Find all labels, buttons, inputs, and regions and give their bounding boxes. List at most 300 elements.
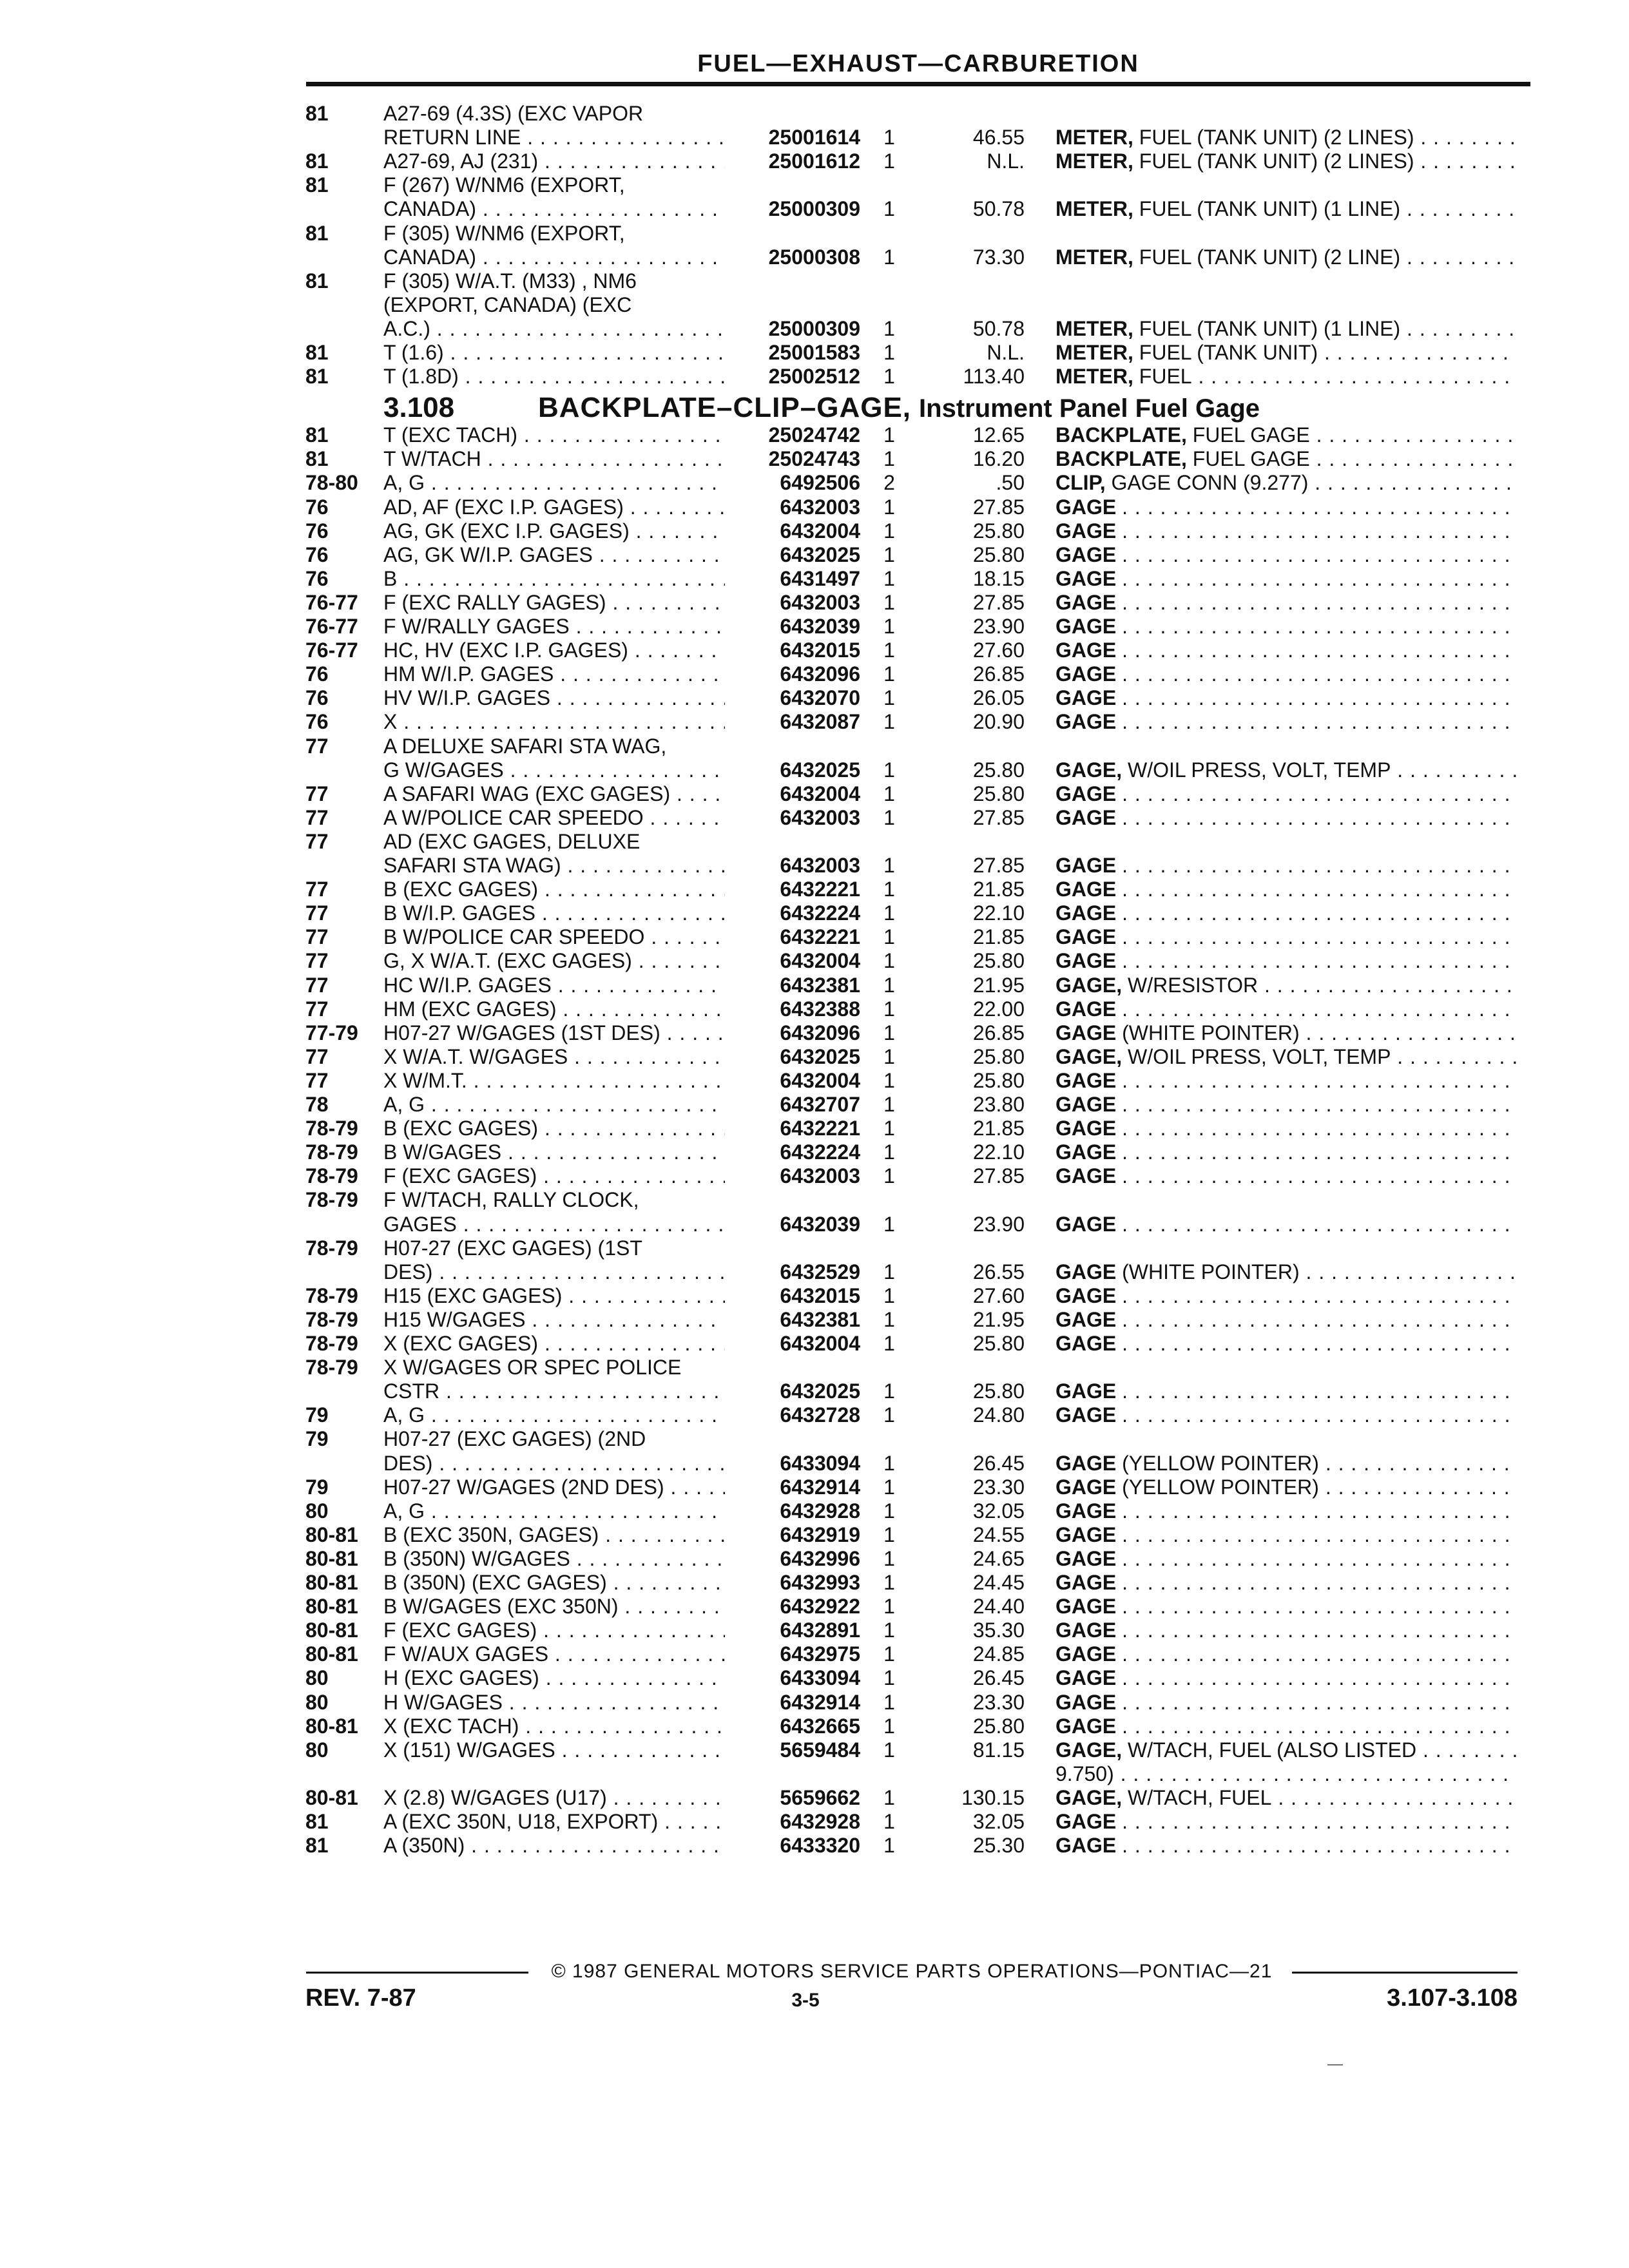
table-row xyxy=(0,1213,1629,1236)
part-name-keyword: GAGE xyxy=(1055,1283,1117,1307)
quantity: 1 xyxy=(883,710,895,734)
part-number: 6432087 xyxy=(780,710,860,734)
part-name xyxy=(1055,806,1517,830)
model-year: 77 xyxy=(305,734,329,758)
part-name xyxy=(1055,423,1517,447)
model-year: 76-77 xyxy=(305,590,358,614)
model-description: HC W/I.P. GAGES . . . xyxy=(383,974,725,997)
part-number: 6432025 xyxy=(780,1044,860,1068)
part-name-keyword: GAGE xyxy=(1055,1332,1117,1355)
table-row xyxy=(0,735,1629,758)
model-description: CSTR . . . xyxy=(383,1379,725,1403)
part-name xyxy=(1055,854,1517,878)
table-row xyxy=(0,197,1629,221)
model-description: T (EXC TACH) . . . xyxy=(383,423,725,447)
model-year: 76 xyxy=(305,662,329,686)
quantity: 1 xyxy=(883,423,895,447)
table-row xyxy=(0,925,1629,949)
table-row xyxy=(0,423,1629,447)
model-description: T (1.8D) . . . xyxy=(383,365,725,389)
part-name-detail: FUEL GAGE xyxy=(1192,447,1310,471)
model-year: 77 xyxy=(305,782,329,805)
quantity: 1 xyxy=(883,662,895,686)
model-description: A, G . . . xyxy=(383,471,725,495)
price: 25.80 xyxy=(972,543,1025,566)
part-number: 5659484 xyxy=(780,1738,860,1762)
footer-copyright-line xyxy=(306,1959,1518,1984)
model-description: B (EXC 350N, GAGES) . . . xyxy=(383,1523,725,1547)
model-year: 76 xyxy=(305,710,329,734)
model-description: B (EXC GAGES) . . . xyxy=(383,878,725,901)
quantity: 1 xyxy=(883,1164,895,1188)
part-name-keyword: GAGE xyxy=(1055,1260,1117,1283)
part-name-detail: W/TACH, FUEL (ALSO LISTED xyxy=(1128,1738,1417,1762)
model-year: 80-81 xyxy=(305,1546,358,1570)
model-description: A DELUXE SAFARI STA WAG, xyxy=(383,734,667,758)
price: 23.30 xyxy=(972,1475,1025,1499)
model-description: F (EXC GAGES) . . . xyxy=(383,1164,725,1188)
model-description: A W/POLICE CAR SPEEDO . . . xyxy=(383,806,725,830)
model-description: X W/GAGES OR SPEC POLICE xyxy=(383,1356,682,1379)
quantity: 1 xyxy=(883,1714,895,1738)
price: 46.55 xyxy=(972,126,1025,149)
section-number: 3.108 xyxy=(383,392,455,424)
model-description: X (151) W/GAGES . . . xyxy=(383,1738,725,1762)
part-number: 6432003 xyxy=(780,1164,860,1188)
quantity: 1 xyxy=(883,805,895,829)
price: 25.80 xyxy=(972,519,1025,543)
quantity: 1 xyxy=(883,495,895,519)
model-description: H15 W/GAGES . . . xyxy=(383,1308,725,1332)
part-name-keyword: GAGE xyxy=(1055,901,1117,925)
model-year: 77 xyxy=(305,949,329,973)
table-row xyxy=(0,365,1629,389)
part-name xyxy=(1055,1547,1517,1571)
table-row xyxy=(0,710,1629,734)
price: 26.45 xyxy=(972,1451,1025,1475)
model-description: HV W/I.P. GAGES . . . xyxy=(383,686,725,710)
quantity: 1 xyxy=(883,1690,895,1714)
page-title: FUEL—EXHAUST—CARBURETION xyxy=(697,50,1139,77)
part-name-keyword: GAGE xyxy=(1055,662,1117,686)
quantity: 1 xyxy=(883,997,895,1021)
page-header xyxy=(306,50,1530,86)
model-year: 80-81 xyxy=(305,1571,358,1594)
quantity: 1 xyxy=(883,1834,895,1858)
model-year: 76 xyxy=(305,495,329,519)
part-number: 6432993 xyxy=(780,1571,860,1594)
model-year: 80 xyxy=(305,1666,329,1690)
table-row xyxy=(0,126,1629,149)
quantity: 1 xyxy=(883,1523,895,1546)
part-number: 6432388 xyxy=(780,997,860,1021)
part-name-keyword: GAGE xyxy=(1055,543,1117,566)
table-row xyxy=(0,1356,1629,1379)
part-name-keyword: GAGE xyxy=(1055,1021,1117,1044)
part-number: 6431497 xyxy=(780,566,860,590)
part-number: 6432221 xyxy=(780,878,860,901)
model-year: 81 xyxy=(305,341,329,364)
model-description: AG, GK (EXC I.P. GAGES) . . . xyxy=(383,519,725,543)
model-description: X W/M.T. . . . xyxy=(383,1069,725,1093)
model-year: 81 xyxy=(305,102,329,125)
model-description: (EXPORT, CANADA) (EXC xyxy=(383,293,632,316)
part-number: 6432004 xyxy=(780,519,860,543)
revision-label: REV. 7-87 xyxy=(305,1984,416,2012)
part-name xyxy=(1055,341,1517,365)
part-name xyxy=(1055,197,1517,221)
price: 27.85 xyxy=(972,805,1025,829)
part-name-keyword: GAGE xyxy=(1055,1546,1117,1570)
price: N.L. xyxy=(987,341,1025,364)
section-range: 3.107-3.108 xyxy=(1387,1984,1518,2012)
part-number: 6432096 xyxy=(780,662,860,686)
model-year: 80 xyxy=(305,1690,329,1714)
table-row xyxy=(0,1260,1629,1284)
price: 24.40 xyxy=(972,1595,1025,1619)
part-name-keyword: GAGE xyxy=(1055,1714,1117,1738)
quantity: 1 xyxy=(883,1379,895,1403)
quantity: 1 xyxy=(883,1810,895,1833)
part-name-keyword: GAGE xyxy=(1055,1642,1117,1666)
part-name-detail: (YELLOW POINTER) xyxy=(1122,1475,1319,1499)
table-row xyxy=(0,471,1629,495)
part-name xyxy=(1055,1045,1517,1069)
section-heading xyxy=(383,392,1305,423)
model-description: F (EXC GAGES) . . . xyxy=(383,1619,725,1642)
part-name-detail: W/RESISTOR xyxy=(1128,973,1258,997)
part-number: 6433320 xyxy=(780,1834,860,1858)
table-row xyxy=(0,1834,1629,1858)
model-year: 77-79 xyxy=(305,1021,358,1044)
price: 21.85 xyxy=(972,1117,1025,1140)
part-name xyxy=(1055,1069,1517,1093)
model-description: F W/AUX GAGES . . . xyxy=(383,1642,725,1666)
model-year: 78-79 xyxy=(305,1283,358,1307)
quantity: 1 xyxy=(883,782,895,805)
table-row xyxy=(0,173,1629,197)
model-description: F (305) W/A.T. (M33) , NM6 xyxy=(383,269,637,293)
quantity: 1 xyxy=(883,341,895,364)
part-number: 25002512 xyxy=(768,365,860,389)
price: 25.80 xyxy=(972,782,1025,805)
table-row xyxy=(0,1475,1629,1499)
part-name xyxy=(1055,1475,1517,1499)
price: 26.85 xyxy=(972,1021,1025,1044)
model-year: 79 xyxy=(305,1403,329,1427)
part-name-detail: 9.750) xyxy=(1055,1762,1114,1785)
part-name xyxy=(1055,997,1517,1021)
table-row xyxy=(0,269,1629,293)
part-name-keyword: GAGE xyxy=(1055,1068,1117,1092)
table-row xyxy=(0,293,1629,317)
part-name-keyword: GAGE, xyxy=(1055,1044,1123,1068)
table-row xyxy=(0,1762,1629,1786)
model-description: X (EXC GAGES) . . . xyxy=(383,1332,725,1356)
model-description: F W/RALLY GAGES . . . xyxy=(383,615,725,639)
footer-copyright: © 1987 GENERAL MOTORS SERVICE PARTS OPERATIONS—PONTIAC—21 xyxy=(551,1961,1273,1982)
quantity: 1 xyxy=(883,1307,895,1331)
part-number: 6432221 xyxy=(780,1117,860,1140)
part-number: 6432096 xyxy=(780,1021,860,1044)
part-name-keyword: GAGE xyxy=(1055,639,1117,662)
quantity: 1 xyxy=(883,1140,895,1164)
part-name-keyword: GAGE xyxy=(1055,854,1117,877)
price: 20.90 xyxy=(972,710,1025,734)
quantity: 1 xyxy=(883,854,895,877)
quantity: 2 xyxy=(883,471,895,495)
price: 24.65 xyxy=(972,1546,1025,1570)
model-year: 78-79 xyxy=(305,1117,358,1140)
table-row xyxy=(0,1523,1629,1547)
quantity: 1 xyxy=(883,543,895,566)
model-description: F (305) W/NM6 (EXPORT, xyxy=(383,221,625,245)
table-row xyxy=(0,639,1629,662)
part-name xyxy=(1055,1762,1517,1786)
part-name-keyword: GAGE xyxy=(1055,495,1117,519)
part-number: 6432381 xyxy=(780,973,860,997)
part-name-detail: FUEL GAGE xyxy=(1192,423,1310,447)
quantity: 1 xyxy=(883,1117,895,1140)
model-year: 81 xyxy=(305,423,329,447)
part-name xyxy=(1055,615,1517,639)
model-year: 80 xyxy=(305,1499,329,1523)
price: 23.90 xyxy=(972,615,1025,638)
quantity: 1 xyxy=(883,1619,895,1642)
part-name-detail: (YELLOW POINTER) xyxy=(1122,1451,1319,1475)
quantity: 1 xyxy=(883,901,895,925)
price: 32.05 xyxy=(972,1499,1025,1523)
part-number: 6432224 xyxy=(780,901,860,925)
price: 25.80 xyxy=(972,1332,1025,1355)
part-name xyxy=(1055,447,1517,471)
price: 18.15 xyxy=(972,566,1025,590)
part-name xyxy=(1055,1093,1517,1117)
table-row xyxy=(0,317,1629,341)
part-name xyxy=(1055,471,1517,495)
model-description: AD (EXC GAGES, DELUXE xyxy=(383,829,641,853)
part-name xyxy=(1055,543,1517,567)
model-year: 78-79 xyxy=(305,1356,358,1379)
table-row xyxy=(0,1786,1629,1810)
part-name-keyword: GAGE, xyxy=(1055,758,1123,782)
model-year: 79 xyxy=(305,1475,329,1499)
part-number: 25024742 xyxy=(768,423,860,447)
price: 24.45 xyxy=(972,1571,1025,1594)
quantity: 1 xyxy=(883,519,895,543)
footer-rule-right xyxy=(1292,1972,1518,1974)
part-name-detail: W/OIL PRESS, VOLT, TEMP xyxy=(1128,1044,1391,1068)
part-number: 6432003 xyxy=(780,854,860,877)
part-name-keyword: GAGE xyxy=(1055,1140,1117,1164)
part-number: 6432039 xyxy=(780,615,860,638)
price: 27.85 xyxy=(972,854,1025,877)
price: 23.90 xyxy=(972,1212,1025,1236)
price: 25.80 xyxy=(972,1379,1025,1403)
model-year: 78-79 xyxy=(305,1236,358,1260)
part-name xyxy=(1055,901,1517,925)
part-name xyxy=(1055,1666,1517,1690)
part-name-keyword: GAGE, xyxy=(1055,1738,1123,1762)
part-name-keyword: BACKPLATE, xyxy=(1055,423,1187,447)
price: 81.15 xyxy=(972,1738,1025,1762)
page-number: 3-5 xyxy=(791,1990,820,2011)
model-description: B (EXC GAGES) . . . xyxy=(383,1117,725,1140)
part-name-keyword: GAGE xyxy=(1055,1117,1117,1140)
model-year: 78 xyxy=(305,1093,329,1116)
part-number: 6432728 xyxy=(780,1403,860,1427)
part-number: 6432919 xyxy=(780,1523,860,1546)
part-name-keyword: METER, xyxy=(1055,365,1133,389)
part-name-keyword: GAGE xyxy=(1055,925,1117,949)
part-name-detail: FUEL (TANK UNIT) (2 LINES) xyxy=(1139,149,1414,173)
table-row xyxy=(0,1642,1629,1666)
part-name-detail: FUEL (TANK UNIT) xyxy=(1139,341,1318,364)
table-row xyxy=(0,1452,1629,1475)
part-name-keyword: GAGE xyxy=(1055,1212,1117,1236)
part-name xyxy=(1055,1403,1517,1427)
quantity: 1 xyxy=(883,149,895,173)
part-name-keyword: GAGE xyxy=(1055,1451,1117,1475)
quantity: 1 xyxy=(883,1283,895,1307)
part-name-detail: (WHITE POINTER) xyxy=(1122,1260,1300,1283)
quantity: 1 xyxy=(883,1021,895,1044)
table-row xyxy=(0,1691,1629,1715)
table-row xyxy=(0,591,1629,615)
model-year: 81 xyxy=(305,1810,329,1833)
quantity: 1 xyxy=(883,1403,895,1427)
model-year: 76 xyxy=(305,686,329,710)
part-name xyxy=(1055,519,1517,543)
quantity: 1 xyxy=(883,1666,895,1690)
part-name-keyword: BACKPLATE, xyxy=(1055,447,1187,471)
part-name-detail: GAGE CONN (9.277) xyxy=(1111,471,1309,495)
price: .50 xyxy=(996,471,1025,495)
part-name xyxy=(1055,149,1517,173)
price: 23.30 xyxy=(972,1690,1025,1714)
model-year: 80 xyxy=(305,1738,329,1762)
part-name xyxy=(1055,1738,1517,1762)
part-name xyxy=(1055,1499,1517,1523)
price: 25.80 xyxy=(972,758,1025,782)
part-name-keyword: GAGE xyxy=(1055,1834,1117,1858)
table-row xyxy=(0,1332,1629,1356)
part-number: 6432025 xyxy=(780,1379,860,1403)
model-description: B (350N) W/GAGES . . . xyxy=(383,1547,725,1571)
model-description: AG, GK W/I.P. GAGES . . . xyxy=(383,543,725,567)
model-description: F (EXC RALLY GAGES) . . . xyxy=(383,591,725,615)
model-description: F W/TACH, RALLY CLOCK, xyxy=(383,1188,639,1212)
part-name xyxy=(1055,317,1517,341)
part-name-detail: FUEL (TANK UNIT) (2 LINE) xyxy=(1139,245,1401,269)
part-name-keyword: GAGE xyxy=(1055,949,1117,973)
part-name-keyword: GAGE xyxy=(1055,1571,1117,1594)
price: 35.30 xyxy=(972,1619,1025,1642)
part-number: 25000308 xyxy=(768,245,860,269)
model-description: T W/TACH . . . xyxy=(383,447,725,471)
part-name-detail: W/TACH, FUEL xyxy=(1128,1785,1272,1809)
part-name-keyword: GAGE xyxy=(1055,1379,1117,1403)
part-number: 6432928 xyxy=(780,1810,860,1833)
part-name-detail: (WHITE POINTER) xyxy=(1122,1021,1300,1044)
model-description: X (EXC TACH) . . . xyxy=(383,1715,725,1738)
price: 22.10 xyxy=(972,901,1025,925)
quantity: 1 xyxy=(883,245,895,269)
part-name-keyword: METER, xyxy=(1055,197,1133,221)
part-name-keyword: METER, xyxy=(1055,149,1133,173)
model-description: H (EXC GAGES) . . . xyxy=(383,1666,725,1690)
part-name xyxy=(1055,1786,1517,1810)
part-name xyxy=(1055,1715,1517,1738)
table-row xyxy=(0,1188,1629,1212)
part-number: 6432928 xyxy=(780,1499,860,1523)
model-year: 81 xyxy=(305,221,329,245)
table-row xyxy=(0,567,1629,591)
model-description: RETURN LINE . . . xyxy=(383,126,725,149)
quantity: 1 xyxy=(883,949,895,973)
part-name xyxy=(1055,1379,1517,1403)
quantity: 1 xyxy=(883,1499,895,1523)
table-row xyxy=(0,1547,1629,1571)
model-year: 80-81 xyxy=(305,1714,358,1738)
table-row xyxy=(0,495,1629,519)
part-number: 6432003 xyxy=(780,805,860,829)
part-name xyxy=(1055,1164,1517,1188)
part-number: 6432707 xyxy=(780,1093,860,1116)
table-row xyxy=(0,1715,1629,1738)
part-name-detail: FUEL xyxy=(1139,365,1192,389)
part-name xyxy=(1055,1571,1517,1595)
part-name xyxy=(1055,1834,1517,1858)
part-name-keyword: GAGE xyxy=(1055,566,1117,590)
model-year: 76 xyxy=(305,543,329,566)
quantity: 1 xyxy=(883,365,895,389)
part-name xyxy=(1055,591,1517,615)
part-number: 6492506 xyxy=(780,471,860,495)
table-row xyxy=(0,1164,1629,1188)
model-year: 77 xyxy=(305,829,329,853)
model-description: H15 (EXC GAGES) . . . xyxy=(383,1284,725,1308)
model-description: AD, AF (EXC I.P. GAGES) . . . xyxy=(383,495,725,519)
price: 26.05 xyxy=(972,686,1025,710)
model-description: CANADA) . . . xyxy=(383,245,725,269)
part-number: 6432015 xyxy=(780,639,860,662)
part-number: 6433094 xyxy=(780,1666,860,1690)
price: 21.85 xyxy=(972,878,1025,901)
part-name xyxy=(1055,782,1517,806)
model-year: 78-79 xyxy=(305,1164,358,1188)
price: 26.55 xyxy=(972,1260,1025,1283)
table-row xyxy=(0,1403,1629,1427)
model-description: A SAFARI WAG (EXC GAGES) . . . xyxy=(383,782,725,806)
table-row xyxy=(0,1236,1629,1260)
part-number: 6432025 xyxy=(780,543,860,566)
price: 50.78 xyxy=(972,197,1025,221)
price: 113.40 xyxy=(963,365,1025,389)
model-description: SAFARI STA WAG) . . . xyxy=(383,854,725,878)
part-name-keyword: GAGE xyxy=(1055,782,1117,805)
part-name xyxy=(1055,245,1517,269)
table-row xyxy=(0,447,1629,471)
price: 16.20 xyxy=(972,447,1025,471)
table-row xyxy=(0,149,1629,173)
price: 27.85 xyxy=(972,1164,1025,1188)
part-name-keyword: METER, xyxy=(1055,245,1133,269)
part-name-keyword: GAGE xyxy=(1055,1619,1117,1642)
part-number: 6432004 xyxy=(780,949,860,973)
model-year: 78-79 xyxy=(305,1307,358,1331)
part-number: 6432004 xyxy=(780,1332,860,1355)
